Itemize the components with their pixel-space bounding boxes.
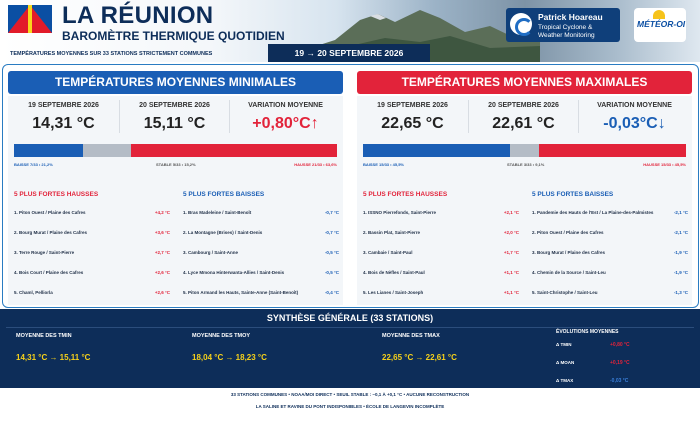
day2-value: 15,11 °C — [143, 115, 206, 132]
list-item — [363, 228, 523, 248]
sun-icon — [653, 10, 665, 19]
station-delta: +2,6 °C — [154, 270, 170, 275]
list-item — [14, 268, 174, 288]
variation-value: +0,80°C↑ — [252, 115, 319, 132]
panel-tmin — [8, 71, 343, 305]
list-item — [532, 228, 692, 248]
station-delta: -1,3 °C — [673, 290, 688, 295]
falls-heading: 5 PLUS FORTES BAISSES — [183, 191, 265, 198]
variation-column: VARIATION MOYENNE +0,80°C↑ — [230, 100, 341, 133]
station-name: 3. Cambaie / Saint-Paul — [363, 250, 413, 255]
list-item — [183, 208, 343, 228]
station-name: 1. ISSNO Pierrefonds, Saint-Pierre — [363, 210, 437, 215]
distribution-bar — [363, 144, 686, 157]
page-subtitle: BAROMÈTRE THERMIQUE QUOTIDIEN — [62, 29, 285, 43]
hausse-legend: HAUSSE 21/33 • 63,6% — [294, 162, 337, 167]
stable-segment — [510, 144, 539, 157]
list-item — [183, 288, 343, 308]
date-range-banner: 19 → 20 SEPTEMBRE 2026 — [268, 44, 430, 62]
day2-column: 20 SEPTEMBRE 2026 15,11 °C — [119, 100, 230, 133]
list-item — [532, 268, 692, 288]
stable-legend: STABLE 3/33 • 9,1% — [507, 162, 545, 167]
average-evolutions — [556, 329, 696, 389]
hausse-segment — [131, 144, 337, 157]
station-name: 4. Bois de Nèfles / Saint-Paul — [363, 270, 425, 275]
station-delta: +1,1 °C — [503, 290, 519, 295]
station-delta: -0,4 °C — [324, 290, 339, 295]
list-item — [363, 288, 523, 308]
list-item — [14, 288, 174, 308]
station-name: 4. Chemin de la Source / Saint-Leu — [532, 270, 606, 275]
station-delta: +4,2 °C — [154, 210, 170, 215]
partner-tagline-2: Weather Monitoring — [538, 32, 595, 39]
day1-value: 22,65 °C — [381, 115, 444, 132]
panel-body — [8, 96, 343, 305]
falls-list — [183, 208, 343, 308]
stations-note: TEMPÉRATURES MOYENNES SUR 33 STATIONS STRICTEMENT COMMUNES — [10, 51, 213, 57]
baisse-segment — [363, 144, 510, 157]
station-name: 3. Bourg Murat / Plaine des Cafres — [532, 250, 606, 255]
station-delta: +1,1 °C — [503, 270, 519, 275]
station-name: 3. Terre Rouge / Saint-Pierre — [14, 250, 75, 255]
station-delta: +2,1 °C — [503, 210, 519, 215]
partner-name: Patrick Hoareau — [538, 12, 603, 22]
tmin-summary: MOYENNE DES TMIN 14,31 °C → 15,11 °C — [16, 333, 91, 362]
station-delta: -0,7 °C — [324, 230, 339, 235]
panel-title: TEMPÉRATURES MOYENNES MINIMALES — [8, 71, 343, 94]
station-delta: -0,5 °C — [324, 270, 339, 275]
evolution-row: Δ TMIN +0,80 °C — [556, 342, 630, 348]
station-delta: +3,6 °C — [154, 230, 170, 235]
panel-title: TEMPÉRATURES MOYENNES MAXIMALES — [357, 71, 692, 94]
rises-heading: 5 PLUS FORTES HAUSSES — [363, 191, 448, 198]
rises-heading: 5 PLUS FORTES HAUSSES — [14, 191, 99, 198]
hausse-segment — [539, 144, 686, 157]
station-name: 2. Piton Ouest / Plaine des Cafres — [532, 230, 604, 235]
panels-container — [2, 64, 699, 308]
day2-column: 20 SEPTEMBRE 2026 22,61 °C — [468, 100, 579, 133]
station-delta: -2,1 °C — [673, 230, 688, 235]
baisse-legend: BAISSE 15/33 • 45,5% — [363, 162, 404, 167]
station-name: 1. Piton Ouest / Plaine des Cafres — [14, 210, 86, 215]
station-name: 4. Bois Court / Plaine des Cafres — [14, 270, 84, 275]
tmax-summary: MOYENNE DES TMAX 22,65 °C → 22,61 °C — [382, 333, 457, 362]
falls-list — [532, 208, 692, 308]
list-item — [14, 208, 174, 228]
station-delta: -0,5 °C — [324, 250, 339, 255]
station-delta: -1,9 °C — [673, 270, 688, 275]
list-item — [363, 268, 523, 288]
panel-body — [357, 96, 692, 305]
panel-tmax — [357, 71, 692, 305]
day1-column: 19 SEPTEMBRE 2026 22,65 °C — [357, 100, 468, 133]
station-name: 1. Pandemie des Hauts de l'Est / La Plaine-des-Palmistes — [532, 210, 654, 215]
station-name: 2. Bassin Plat, Saint-Pierre — [363, 230, 421, 235]
list-item — [183, 228, 343, 248]
day1-value: 14,31 °C — [32, 115, 95, 132]
falls-heading: 5 PLUS FORTES BAISSES — [532, 191, 614, 198]
list-item — [14, 228, 174, 248]
list-item — [363, 208, 523, 228]
station-name: 3. Cambourg / Saint-Anne — [183, 250, 239, 255]
header-banner — [0, 0, 700, 62]
station-name: 2. Bourg Murat / Plaine des Cafres — [14, 230, 88, 235]
synthesis-title: SYNTHÈSE GÉNÉRALE (33 STATIONS) — [266, 313, 434, 323]
partner-logo-patrick-hoareau — [506, 8, 620, 42]
rises-list — [14, 208, 174, 308]
footer-line-2: LA SALINE ET RAVINE DU PONT INDISPONIBLES • ÉCOLE DE LANGEVIN INCOMPLÈTE — [255, 404, 445, 409]
station-name: 5. Chaml, Pelliorla — [14, 290, 53, 295]
station-name: 4. Lyce Mmona Hinterwanta-Allies / Saint-Denis — [183, 270, 285, 275]
station-delta: -0,7 °C — [324, 210, 339, 215]
station-delta: +2,7 °C — [154, 250, 170, 255]
tmax-summary-value: 22,65 °C → 22,61 °C — [382, 353, 457, 362]
meteor-oi-logo: MÉTÉOR-OI — [634, 8, 686, 42]
stable-segment — [83, 144, 132, 157]
reunion-flag-icon — [8, 5, 52, 33]
partner-tagline-1: Tropical Cyclone & — [538, 24, 593, 31]
tmin-summary-value: 14,31 °C → 15,11 °C — [16, 353, 91, 362]
list-item — [532, 288, 692, 308]
stable-legend: STABLE 5/33 • 15,2% — [156, 162, 196, 167]
baisse-legend: BAISSE 7/33 • 21,2% — [14, 162, 53, 167]
day1-column: 19 SEPTEMBRE 2026 14,31 °C — [8, 100, 119, 133]
evolution-row: Δ TMAX -0,03 °C — [556, 378, 629, 384]
hausse-legend: HAUSSE 15/33 • 45,5% — [643, 162, 686, 167]
day2-value: 22,61 °C — [492, 115, 555, 132]
rises-list — [363, 208, 523, 308]
variation-value: -0,03°C↓ — [603, 115, 666, 132]
station-delta: +2,0 °C — [503, 230, 519, 235]
list-item — [532, 248, 692, 268]
variation-column: VARIATION MOYENNE -0,03°C↓ — [579, 100, 690, 133]
list-item — [363, 248, 523, 268]
station-name: 2. La Montagne (Brises) / Saint-Denis — [183, 230, 263, 235]
footer-line-1: 33 STATIONS COMMUNES • NOAA/MOI DIRECT • SEUIL STABLE : −0,1 À +0,1 °C • AUCUNE RECONSTRUCTION — [230, 392, 470, 397]
station-delta: +2,6 °C — [154, 290, 170, 295]
list-item — [532, 208, 692, 228]
synthesis-section — [0, 309, 700, 388]
list-item — [14, 248, 174, 268]
footer-notes — [0, 392, 700, 416]
baisse-segment — [14, 144, 83, 157]
evolution-row: Δ MOAN +0,19 °C — [556, 360, 630, 366]
station-name: 5. Les Lianes / Saint-Joseph — [363, 290, 424, 295]
station-delta: -1,9 °C — [673, 250, 688, 255]
station-delta: -2,1 °C — [673, 210, 688, 215]
evolutions-heading: ÉVOLUTIONS MOYENNES — [556, 329, 619, 335]
distribution-bar — [14, 144, 337, 157]
station-name: 1. Bras Madeleine / Saint-Benoît — [183, 210, 252, 215]
tmoy-summary: MOYENNE DES TMOY 18,04 °C → 18,23 °C — [192, 333, 267, 362]
cyclone-icon — [510, 13, 532, 35]
tmoy-summary-value: 18,04 °C → 18,23 °C — [192, 353, 267, 362]
station-name: 5. Saint-Christophe / Saint-Leu — [532, 290, 598, 295]
station-delta: +1,7 °C — [503, 250, 519, 255]
station-name: 5. Piton Armand les Hauts, Sainte-Anne (Saint-Benoît) — [183, 290, 299, 295]
page-title: LA RÉUNION — [62, 2, 214, 29]
list-item — [183, 248, 343, 268]
list-item — [183, 268, 343, 288]
divider — [6, 327, 694, 328]
